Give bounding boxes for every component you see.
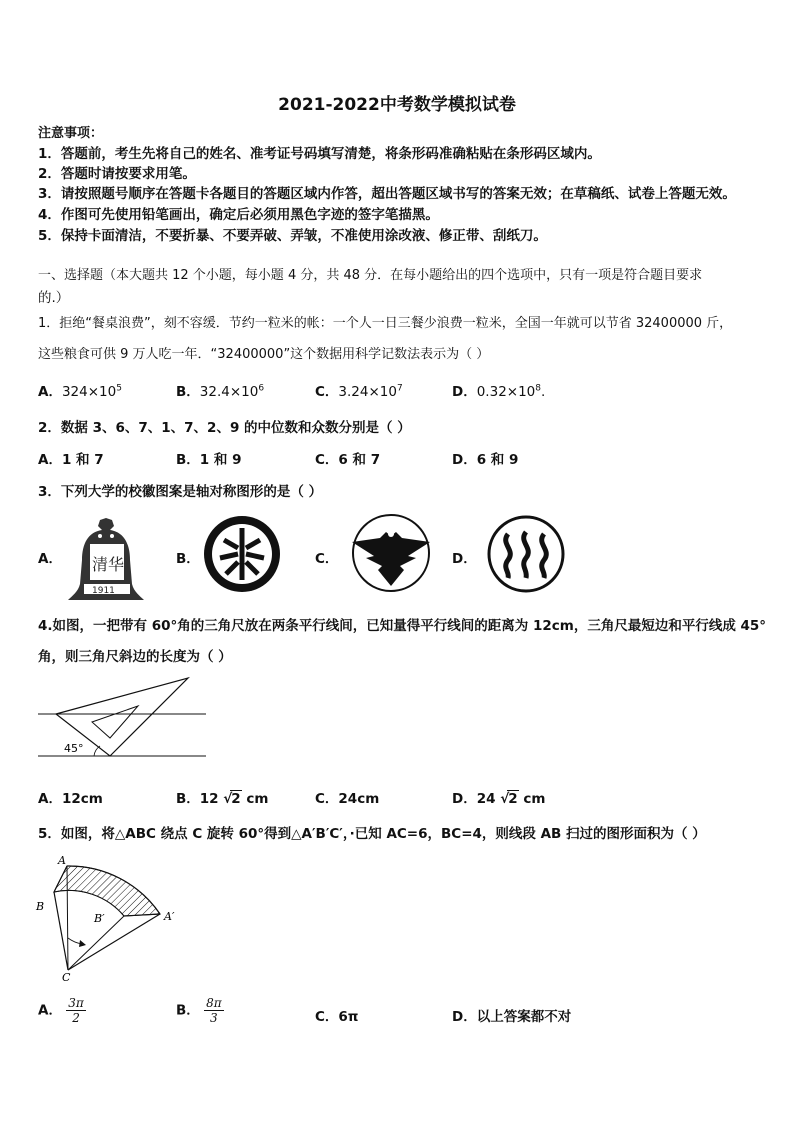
label-c: C [62,971,71,982]
q2-option-a[interactable]: A．1 和 7 [38,452,104,468]
q2-option-b[interactable]: B．1 和 9 [176,452,242,468]
rotation-figure [32,848,182,982]
q4-option-b[interactable]: B．12 √2 cm [176,791,269,807]
q2-stem: 2．数据 3、6、7、1、7、2、9 的中位数和众数分别是（ ） [38,420,411,436]
q3-stem: 3．下列大学的校徽图案是轴对称图形的是（ ） [38,484,323,500]
q2-option-d[interactable]: D．6 和 9 [452,452,519,468]
q1-stem-cont: 这些粮食可供 9 万人吃一年．“32400000”这个数据用科学记数法表示为（ ） [38,347,490,362]
q5-option-d[interactable]: D．以上答案都不对 [452,1009,572,1025]
q1-option-d[interactable]: D．$0.32\times 10^8$. [452,383,546,400]
section-heading-cont: 的.） [38,290,70,306]
page-title: 2021-2022中考数学模拟试卷 [278,95,516,115]
triangle-ruler-figure [36,672,208,764]
q3-option-b-label[interactable]: B． [176,551,200,567]
q4-option-d[interactable]: D．24 √2 cm [452,791,546,807]
notice-item: 3．请按照题号顺序在答题卡各题目的答题区域内作答，超出答题区域书写的答案无效；在草稿纸、试卷上答题无效。 [38,186,736,202]
q3-option-c-label[interactable]: C． [315,551,339,567]
q1-option-a[interactable]: A．$324\times 10^5$ [38,383,122,400]
section-heading: 一、选择题（本大题共 12 个小题，每小题 4 分，共 48 分．在每小题给出的四个选项中，只有一项是符合题目要求 [38,268,703,283]
q4-stem-cont: 角，则三角尺斜边的长度为（ ） [38,649,232,665]
q2-option-c[interactable]: C．6 和 7 [315,452,381,468]
pku-emblem-icon[interactable] [202,514,282,594]
q4-option-c[interactable]: C．24cm [315,791,380,807]
q1-stem: 1．拒绝“餐桌浪费”，刻不容缓．节约一粒米的帐：一个人一日三餐少浪费一粒米，全国一年就可以节省 32400000 斤， [38,316,733,331]
label-b: B [36,900,45,913]
label-a: A [58,854,66,867]
q3-option-a-label[interactable]: A． [38,551,62,567]
notice-item: 1．答题前，考生先将自己的姓名、准考证号码填写清楚，将条形码准确粘贴在条形码区域内。 [38,146,601,162]
notice-heading: 注意事项： [38,126,104,141]
q5-stem: 5．如图，将△ABC 绕点 C 旋转 60°得到△A′B′C′，·已知 AC=6，BC=4，则线段 AB 扫过的图形面积为（ ） [38,826,706,842]
wave-emblem-icon[interactable] [486,514,566,594]
bell-emblem-year: 1911 [92,586,115,596]
bell-emblem-text: 清华 [92,555,125,574]
label-a-prime: A′ [164,910,175,923]
q1-option-c[interactable]: C．$3.24\times 10^7$ [315,383,403,400]
q4-stem: 4.如图，一把带有 60°角的三角尺放在两条平行线间，已知量得平行线间的距离为 12cm，三角尺最短边和平行线成 45° [38,618,767,634]
notice-item: 4．作图可先使用铅笔画出，确定后必须用黑色字迹的签字笔描黑。 [38,207,439,223]
q5-option-b[interactable]: B． $\frac{8\pi}{3}$ [176,996,222,1025]
angle-label: 45° [64,742,84,755]
q4-option-a[interactable]: A．12cm [38,791,103,807]
notice-item: 2．答题时请按要求用笔。 [38,166,196,182]
q1-option-b[interactable]: B．$32.4\times 10^6$ [176,383,265,400]
bell-emblem-icon[interactable] [64,514,148,604]
q3-option-d-label[interactable]: D． [452,551,477,567]
q5-option-c[interactable]: C．6π [315,1009,359,1025]
eagle-emblem-icon[interactable] [346,512,436,594]
notice-item: 5．保持卡面清洁，不要折暴、不要弄破、弄皱，不准使用涂改液、修正带、刮纸刀。 [38,228,547,244]
label-b-prime: B′ [94,912,105,925]
q5-option-a[interactable]: A． $\frac{3\pi}{2}$ [38,996,84,1025]
